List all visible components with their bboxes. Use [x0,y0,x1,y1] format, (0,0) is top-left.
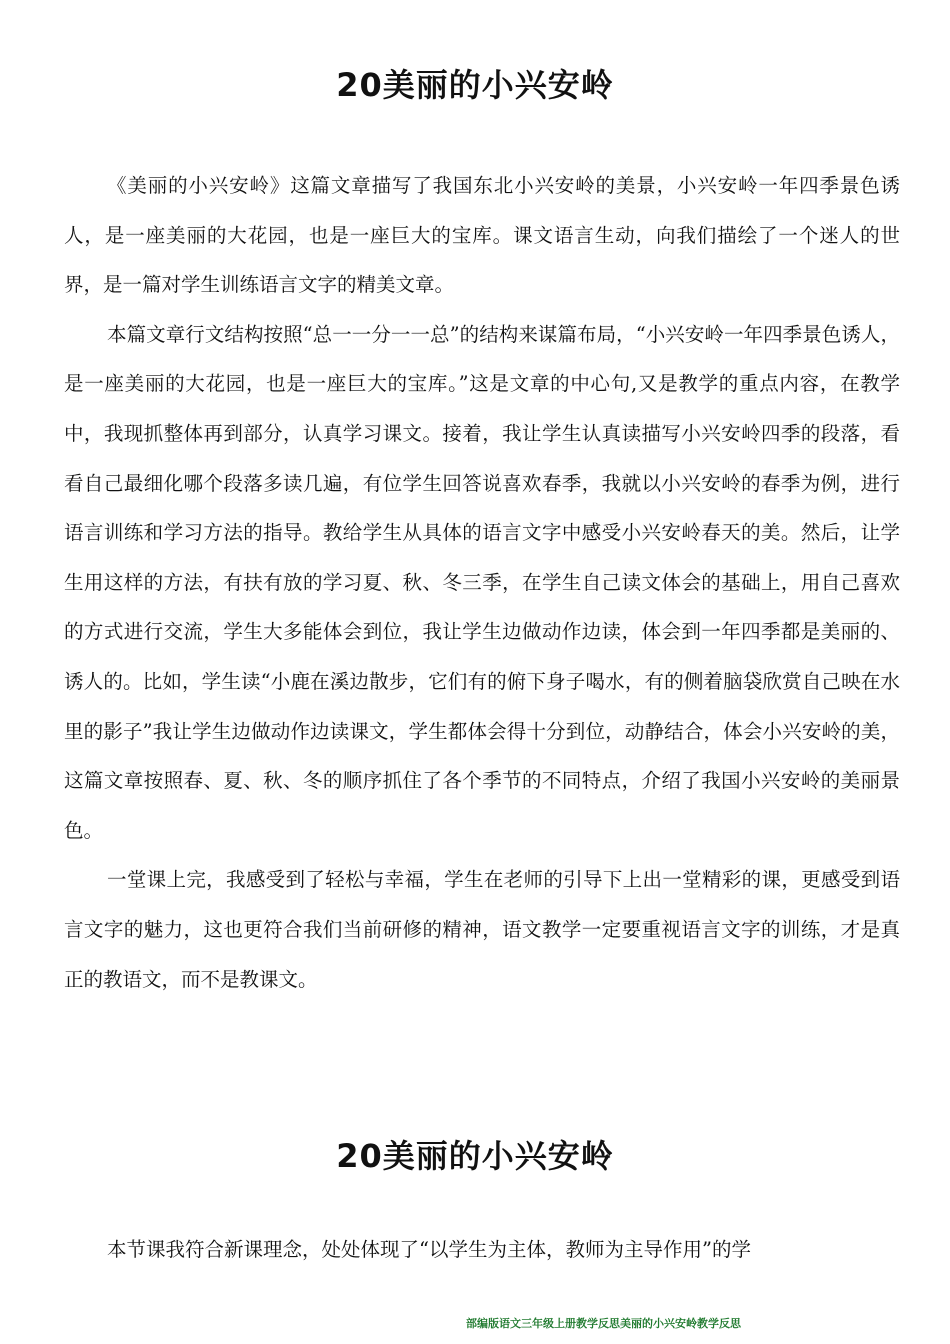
paragraph: 《美丽的小兴安岭》这篇文章描写了我国东北小兴安岭的美景，小兴安岭一年四季景色诱人，是一座美丽的大花园，也是一座巨大的宝库。课文语言生动，向我们描绘了一个迷人的世界，是一篇对学生训练语言文字的精美文章。 [64,174,900,297]
paragraph: 本篇文章行文结构按照“总一一分一一总”的结构来谋篇布局，“小兴安岭一年四季景色诱人，是一座美丽的大花园，也是一座巨大的宝库。”这是文章的中心句,又是教学的重点内容，在教学中，我现抓整体再到部分，认真学习课文。接着，我让学生认真读描写小兴安岭四季的段落，看看自己最细化哪个段落多读几遍，有位学生回答说喜欢春季，我就以小兴安岭的春季为例，进行语言训练和学习方法的指导。教给学生从具体的语言文字中感受小兴安岭春天的美。然后，让学生用这样的方法，有扶有放的学习夏、秋、冬三季，在学生自己读文体会的基础上，用自己喜欢的方式进行交流，学生大多能体会到位，我让学生边做动作边读，体会到一年四季都是美丽的、诱人的。比如，学生读“小鹿在溪边散步，它们有的俯下身子喝水，有的侧着脑袋欣赏自己映在水里的影子”我让学生边做动作边读课文，学生都体会得十分到位，动静结合，体会小兴安岭的美，这篇文章按照春、夏、秋、冬的顺序抓住了各个季节的不同特点，介绍了我国小兴安岭的美丽景色。 [64,322,900,842]
document-title: 20美丽的小兴安岭 [336,1137,614,1176]
paragraph: 一堂课上完，我感受到了轻松与幸福，学生在老师的引导下上出一堂精彩的课，更感受到语言文字的魅力，这也更符合我们当前研修的精神，语文教学一定要重视语言文字的训练，才是真正的教语文，而不是教课文。 [64,868,900,991]
document-title: 20美丽的小兴安岭 [336,66,614,105]
reflection-section-1 [64,161,900,1004]
paragraph: 本节课我符合新课理念，处处体现了“以学生为主体，教师为主导作用”的学 [107,1238,751,1261]
footer-caption: 部编版语文三年级上册教学反思美丽的小兴安岭教学反思 [466,1317,741,1330]
reflection-section-2 [64,1225,900,1275]
